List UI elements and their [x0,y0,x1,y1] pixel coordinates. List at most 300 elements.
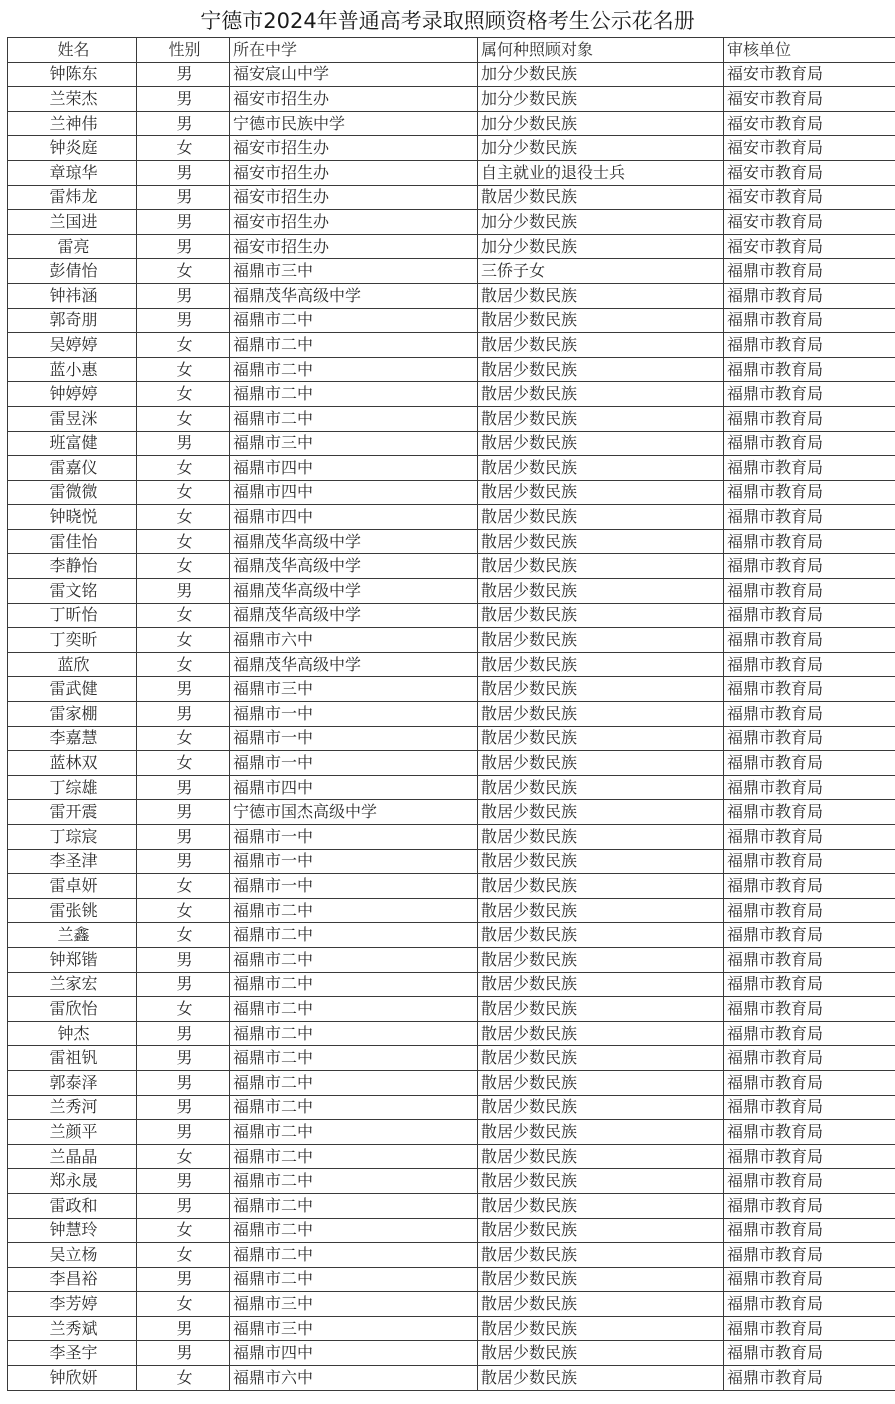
cell-unit: 福鼎市教育局 [724,406,895,431]
cell-name: 钟慧玲 [8,1218,137,1243]
cell-name: 兰鑫 [8,923,137,948]
cell-gender: 男 [137,825,230,850]
cell-gender: 男 [137,972,230,997]
table-row [8,136,895,161]
cell-gender: 男 [137,1120,230,1145]
cell-school: 福鼎茂华高级中学 [230,554,478,579]
cell-school: 福鼎市一中 [230,874,478,899]
cell-gender: 男 [137,431,230,456]
page-title: 宁德市2024年普通高考录取照顾资格考生公示花名册 [200,9,695,33]
cell-name: 钟陈东 [8,62,137,87]
cell-school: 福鼎市一中 [230,702,478,727]
cell-unit: 福鼎市教育局 [724,529,895,554]
cell-unit: 福鼎市教育局 [724,333,895,358]
table-row [8,62,895,87]
table-row [8,726,895,751]
roster-body [8,62,895,1390]
table-row [8,234,895,259]
header-category: 属何种照顾对象 [478,38,724,63]
cell-unit: 福鼎市教育局 [724,554,895,579]
cell-gender: 男 [137,1193,230,1218]
cell-name: 李圣宇 [8,1341,137,1366]
cell-category: 散居少数民族 [478,579,724,604]
cell-unit: 福鼎市教育局 [724,1193,895,1218]
table-row [8,554,895,579]
cell-name: 丁奕昕 [8,628,137,653]
cell-unit: 福鼎市教育局 [724,1046,895,1071]
cell-category: 散居少数民族 [478,382,724,407]
cell-school: 福鼎市二中 [230,406,478,431]
table-row [8,111,895,136]
table-row [8,505,895,530]
table-row [8,357,895,382]
table-row [8,308,895,333]
cell-unit: 福鼎市教育局 [724,579,895,604]
cell-gender: 男 [137,1169,230,1194]
cell-category: 散居少数民族 [478,972,724,997]
cell-gender: 男 [137,579,230,604]
cell-category: 散居少数民族 [478,1292,724,1317]
table-header-row [8,38,895,63]
cell-school: 福鼎市二中 [230,1243,478,1268]
cell-unit: 福鼎市教育局 [724,677,895,702]
cell-unit: 福鼎市教育局 [724,1169,895,1194]
table-row [8,677,895,702]
table-row [8,480,895,505]
cell-name: 雷政和 [8,1193,137,1218]
cell-name: 班富健 [8,431,137,456]
cell-gender: 女 [137,923,230,948]
cell-name: 钟婷婷 [8,382,137,407]
cell-gender: 女 [137,259,230,284]
cell-category: 散居少数民族 [478,185,724,210]
table-row [8,1267,895,1292]
cell-category: 散居少数民族 [478,923,724,948]
cell-gender: 男 [137,800,230,825]
cell-name: 兰国进 [8,210,137,235]
cell-category: 散居少数民族 [478,726,724,751]
cell-gender: 女 [137,603,230,628]
cell-gender: 女 [137,726,230,751]
cell-gender: 男 [137,1316,230,1341]
cell-school: 宁德市民族中学 [230,111,478,136]
cell-gender: 男 [137,1267,230,1292]
table-row [8,874,895,899]
cell-name: 雷嘉仪 [8,456,137,481]
cell-school: 福鼎茂华高级中学 [230,283,478,308]
cell-category: 散居少数民族 [478,1243,724,1268]
cell-unit: 福鼎市教育局 [724,972,895,997]
cell-unit: 福鼎市教育局 [724,1366,895,1391]
cell-gender: 男 [137,185,230,210]
cell-category: 散居少数民族 [478,505,724,530]
cell-gender: 男 [137,1021,230,1046]
cell-gender: 女 [137,136,230,161]
cell-unit: 福鼎市教育局 [724,800,895,825]
cell-gender: 男 [137,283,230,308]
cell-category: 散居少数民族 [478,1070,724,1095]
cell-name: 兰荣杰 [8,87,137,112]
cell-name: 钟晓悦 [8,505,137,530]
cell-category: 散居少数民族 [478,825,724,850]
cell-school: 福鼎市二中 [230,333,478,358]
cell-school: 福安市招生办 [230,136,478,161]
table-row [8,382,895,407]
cell-category: 散居少数民族 [478,529,724,554]
cell-school: 福鼎市二中 [230,1070,478,1095]
table-row [8,1046,895,1071]
cell-category: 散居少数民族 [478,554,724,579]
cell-school: 福鼎市二中 [230,947,478,972]
cell-school: 福鼎市二中 [230,1267,478,1292]
cell-unit: 福鼎市教育局 [724,1267,895,1292]
header-gender: 性别 [137,38,230,63]
cell-gender: 男 [137,210,230,235]
cell-school: 福鼎市一中 [230,726,478,751]
cell-school: 福鼎市四中 [230,775,478,800]
table-row [8,751,895,776]
cell-category: 散居少数民族 [478,800,724,825]
cell-unit: 福鼎市教育局 [724,1292,895,1317]
cell-category: 散居少数民族 [478,1120,724,1145]
table-row [8,1292,895,1317]
table-row [8,898,895,923]
cell-gender: 男 [137,849,230,874]
cell-name: 李昌裕 [8,1267,137,1292]
cell-category: 自主就业的退役士兵 [478,160,724,185]
cell-school: 福鼎茂华高级中学 [230,579,478,604]
cell-category: 散居少数民族 [478,702,724,727]
cell-unit: 福鼎市教育局 [724,1021,895,1046]
cell-name: 雷卓妍 [8,874,137,899]
cell-school: 福安市招生办 [230,210,478,235]
table-row [8,1169,895,1194]
cell-unit: 福鼎市教育局 [724,1144,895,1169]
cell-school: 福鼎市二中 [230,308,478,333]
cell-gender: 女 [137,1218,230,1243]
cell-school: 福鼎市二中 [230,898,478,923]
cell-category: 散居少数民族 [478,1341,724,1366]
cell-gender: 男 [137,947,230,972]
cell-unit: 福鼎市教育局 [724,1341,895,1366]
cell-school: 福鼎市二中 [230,1218,478,1243]
cell-gender: 女 [137,333,230,358]
cell-unit: 福鼎市教育局 [724,283,895,308]
cell-school: 福鼎市二中 [230,1193,478,1218]
cell-category: 散居少数民族 [478,1218,724,1243]
cell-school: 福鼎市四中 [230,480,478,505]
cell-school: 福鼎市二中 [230,1095,478,1120]
table-row [8,775,895,800]
cell-gender: 女 [137,406,230,431]
cell-name: 雷欣怡 [8,997,137,1022]
cell-gender: 女 [137,1144,230,1169]
cell-name: 李圣津 [8,849,137,874]
cell-gender: 女 [137,898,230,923]
table-row [8,259,895,284]
cell-unit: 福安市教育局 [724,111,895,136]
cell-category: 散居少数民族 [478,677,724,702]
cell-category: 加分少数民族 [478,87,724,112]
cell-school: 宁德市国杰高级中学 [230,800,478,825]
cell-unit: 福鼎市教育局 [724,628,895,653]
cell-name: 钟郑锴 [8,947,137,972]
cell-gender: 女 [137,1292,230,1317]
cell-gender: 女 [137,997,230,1022]
cell-category: 散居少数民族 [478,1316,724,1341]
cell-name: 雷张铫 [8,898,137,923]
cell-unit: 福鼎市教育局 [724,1218,895,1243]
cell-name: 雷家棚 [8,702,137,727]
cell-category: 散居少数民族 [478,1046,724,1071]
cell-category: 散居少数民族 [478,431,724,456]
cell-unit: 福鼎市教育局 [724,874,895,899]
header-unit: 审核单位 [724,38,895,63]
cell-unit: 福安市教育局 [724,234,895,259]
cell-school: 福鼎市二中 [230,1120,478,1145]
table-row [8,1144,895,1169]
cell-unit: 福鼎市教育局 [724,1070,895,1095]
cell-gender: 女 [137,505,230,530]
cell-name: 兰秀斌 [8,1316,137,1341]
cell-gender: 男 [137,1070,230,1095]
table-row [8,923,895,948]
cell-category: 散居少数民族 [478,1193,724,1218]
cell-category: 散居少数民族 [478,1021,724,1046]
cell-school: 福鼎市四中 [230,1341,478,1366]
cell-name: 钟欣妍 [8,1366,137,1391]
table-row [8,1366,895,1391]
cell-category: 散居少数民族 [478,1144,724,1169]
cell-gender: 男 [137,234,230,259]
cell-name: 郑永晟 [8,1169,137,1194]
cell-unit: 福鼎市教育局 [724,259,895,284]
cell-name: 兰神伟 [8,111,137,136]
table-row [8,529,895,554]
cell-school: 福鼎市二中 [230,1021,478,1046]
cell-name: 蓝欣 [8,652,137,677]
cell-gender: 女 [137,751,230,776]
cell-name: 雷佳怡 [8,529,137,554]
table-row [8,825,895,850]
cell-unit: 福鼎市教育局 [724,603,895,628]
cell-school: 福鼎市三中 [230,1292,478,1317]
cell-name: 雷祖钒 [8,1046,137,1071]
cell-unit: 福鼎市教育局 [724,947,895,972]
cell-name: 钟杰 [8,1021,137,1046]
cell-unit: 福鼎市教育局 [724,505,895,530]
cell-school: 福鼎市四中 [230,456,478,481]
table-row [8,1120,895,1145]
roster-table [7,37,895,1391]
cell-unit: 福安市教育局 [724,136,895,161]
table-row [8,87,895,112]
cell-unit: 福鼎市教育局 [724,775,895,800]
cell-gender: 男 [137,1095,230,1120]
cell-school: 福鼎市六中 [230,1366,478,1391]
cell-school: 福鼎市一中 [230,825,478,850]
cell-category: 散居少数民族 [478,456,724,481]
cell-gender: 男 [137,87,230,112]
cell-gender: 女 [137,456,230,481]
cell-name: 兰家宏 [8,972,137,997]
cell-unit: 福鼎市教育局 [724,382,895,407]
table-row [8,431,895,456]
cell-category: 散居少数民族 [478,1267,724,1292]
cell-unit: 福鼎市教育局 [724,898,895,923]
cell-gender: 女 [137,652,230,677]
cell-gender: 男 [137,702,230,727]
cell-category: 加分少数民族 [478,62,724,87]
header-name: 姓名 [8,38,137,63]
cell-category: 散居少数民族 [478,898,724,923]
cell-category: 散居少数民族 [478,357,724,382]
cell-gender: 女 [137,480,230,505]
table-row [8,1193,895,1218]
cell-category: 散居少数民族 [478,1169,724,1194]
cell-unit: 福鼎市教育局 [724,1120,895,1145]
cell-school: 福安市招生办 [230,185,478,210]
cell-school: 福鼎市三中 [230,259,478,284]
cell-name: 蓝小惠 [8,357,137,382]
cell-name: 蓝林双 [8,751,137,776]
cell-name: 雷亮 [8,234,137,259]
cell-category: 散居少数民族 [478,1095,724,1120]
cell-name: 兰颜平 [8,1120,137,1145]
table-row [8,333,895,358]
cell-unit: 福鼎市教育局 [724,480,895,505]
cell-gender: 女 [137,1243,230,1268]
table-row [8,628,895,653]
cell-gender: 男 [137,1046,230,1071]
cell-name: 雷武健 [8,677,137,702]
cell-gender: 女 [137,382,230,407]
cell-gender: 男 [137,62,230,87]
cell-gender: 女 [137,628,230,653]
cell-name: 丁综雄 [8,775,137,800]
table-row [8,210,895,235]
table-row [8,406,895,431]
table-row [8,652,895,677]
cell-school: 福鼎市三中 [230,1316,478,1341]
cell-unit: 福鼎市教育局 [724,1095,895,1120]
cell-school: 福鼎茂华高级中学 [230,652,478,677]
table-row [8,1021,895,1046]
cell-school: 福鼎市二中 [230,923,478,948]
cell-unit: 福鼎市教育局 [724,456,895,481]
cell-school: 福安市招生办 [230,234,478,259]
cell-unit: 福鼎市教育局 [724,923,895,948]
cell-gender: 女 [137,357,230,382]
cell-unit: 福安市教育局 [724,87,895,112]
table-row [8,947,895,972]
cell-name: 丁琮宸 [8,825,137,850]
cell-name: 吴婷婷 [8,333,137,358]
cell-gender: 女 [137,529,230,554]
cell-category: 散居少数民族 [478,947,724,972]
cell-category: 散居少数民族 [478,283,724,308]
table-row [8,997,895,1022]
cell-category: 散居少数民族 [478,628,724,653]
cell-name: 彭倩怡 [8,259,137,284]
cell-category: 散居少数民族 [478,849,724,874]
cell-name: 李嘉慧 [8,726,137,751]
cell-category: 散居少数民族 [478,775,724,800]
table-row [8,1095,895,1120]
cell-name: 雷开震 [8,800,137,825]
cell-gender: 男 [137,775,230,800]
cell-category: 加分少数民族 [478,111,724,136]
cell-unit: 福鼎市教育局 [724,997,895,1022]
table-row [8,1341,895,1366]
cell-category: 散居少数民族 [478,652,724,677]
cell-school: 福鼎市三中 [230,677,478,702]
table-row [8,1243,895,1268]
table-row [8,456,895,481]
cell-school: 福安宸山中学 [230,62,478,87]
cell-school: 福鼎市一中 [230,849,478,874]
cell-gender: 女 [137,554,230,579]
cell-category: 散居少数民族 [478,406,724,431]
cell-name: 兰晶晶 [8,1144,137,1169]
cell-category: 散居少数民族 [478,1366,724,1391]
cell-unit: 福鼎市教育局 [724,308,895,333]
cell-unit: 福鼎市教育局 [724,652,895,677]
table-row [8,1316,895,1341]
table-row [8,283,895,308]
cell-gender: 男 [137,111,230,136]
cell-name: 雷文铭 [8,579,137,604]
cell-name: 章琼华 [8,160,137,185]
cell-gender: 男 [137,308,230,333]
cell-unit: 福安市教育局 [724,210,895,235]
cell-unit: 福鼎市教育局 [724,751,895,776]
cell-school: 福鼎市二中 [230,1144,478,1169]
cell-school: 福鼎市三中 [230,431,478,456]
table-row [8,972,895,997]
cell-category: 加分少数民族 [478,136,724,161]
cell-unit: 福安市教育局 [724,62,895,87]
table-row [8,579,895,604]
table-row [8,702,895,727]
cell-school: 福鼎市一中 [230,751,478,776]
cell-category: 散居少数民族 [478,874,724,899]
table-row [8,603,895,628]
cell-unit: 福鼎市教育局 [724,702,895,727]
cell-school: 福鼎茂华高级中学 [230,529,478,554]
cell-unit: 福鼎市教育局 [724,825,895,850]
cell-name: 钟祎涵 [8,283,137,308]
table-row [8,185,895,210]
cell-category: 散居少数民族 [478,333,724,358]
cell-name: 雷昱洣 [8,406,137,431]
cell-name: 李芳婷 [8,1292,137,1317]
cell-category: 散居少数民族 [478,603,724,628]
cell-category: 散居少数民族 [478,308,724,333]
cell-gender: 男 [137,160,230,185]
cell-category: 散居少数民族 [478,997,724,1022]
cell-school: 福鼎市二中 [230,1169,478,1194]
cell-school: 福鼎市六中 [230,628,478,653]
cell-school: 福鼎市二中 [230,972,478,997]
cell-category: 散居少数民族 [478,480,724,505]
table-row [8,1070,895,1095]
cell-school: 福鼎市四中 [230,505,478,530]
cell-school: 福鼎茂华高级中学 [230,603,478,628]
table-row [8,1218,895,1243]
cell-gender: 男 [137,1341,230,1366]
header-school: 所在中学 [230,38,478,63]
